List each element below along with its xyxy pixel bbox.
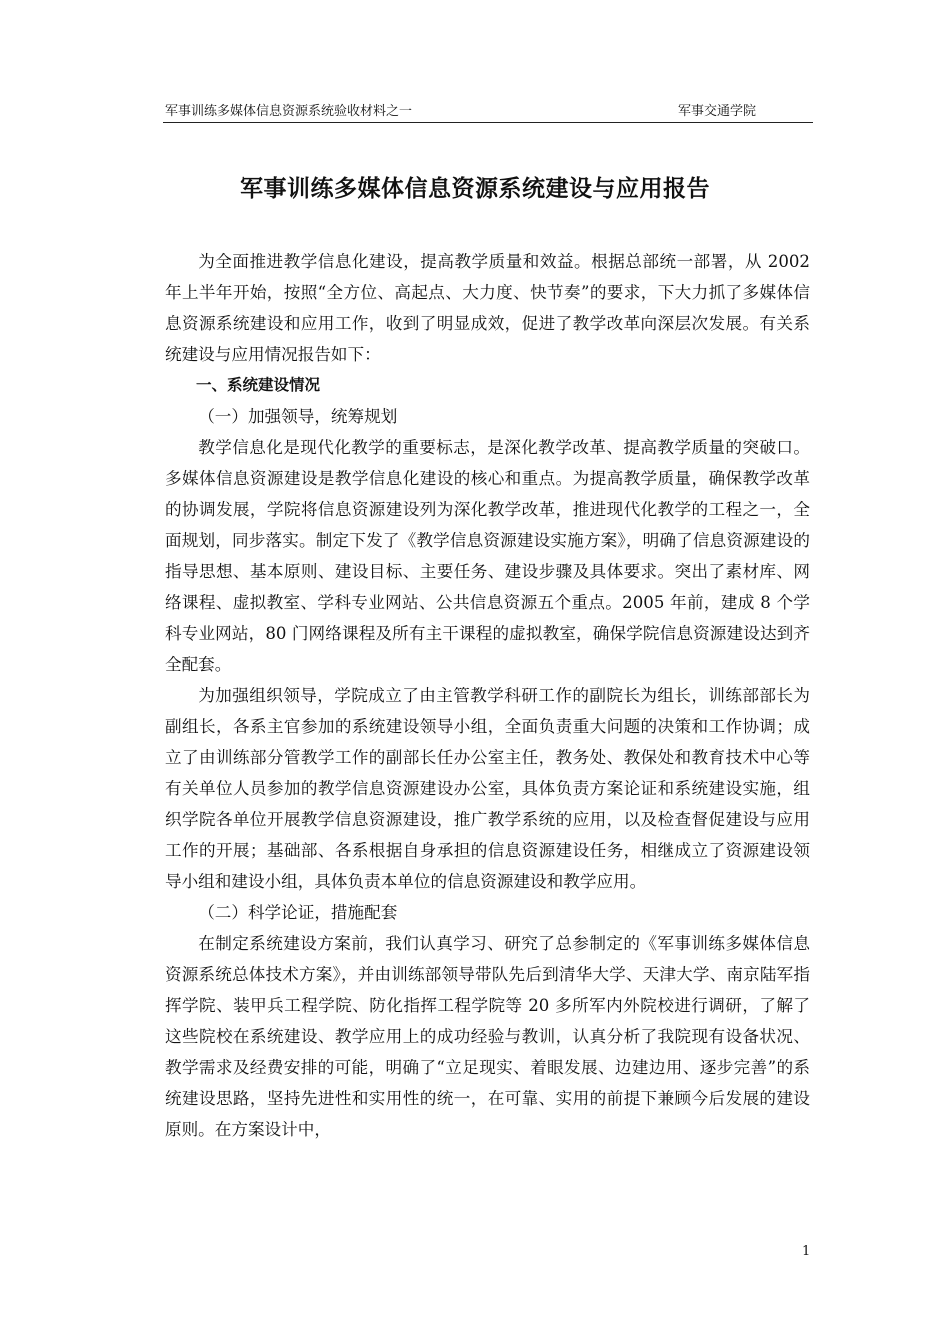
header-institution: 军事交通学院 <box>678 104 757 119</box>
document-title: 军事训练多媒体信息资源系统建设与应用报告 <box>240 176 710 202</box>
page-header <box>163 104 813 123</box>
header-document-series: 军事训练多媒体信息资源系统验收材料之一 <box>165 104 413 119</box>
subsection-heading-leadership: （一）加强领导，统筹规划 <box>198 407 398 426</box>
document-body <box>165 246 810 1145</box>
intro-paragraph: 为全面推进教学信息化建设，提高教学质量和效益。根据总部统一部署，从 2002 年上半年开始，按照“全方位、高起点、大力度、快节奏”的要求，下大力抓了多媒体信息资源系统建设和应用工作，收到了明显成效，促进了教学改革向深层次发展。有关系统建设与应用情况报告如下： <box>165 252 810 364</box>
page-number: 1 <box>802 1244 811 1259</box>
section-heading-construction: 一、系统建设情况 <box>196 376 321 394</box>
paragraph-plan-design: 在制定系统建设方案前，我们认真学习、研究了总参制定的《军事训练多媒体信息资源系统总体技术方案》，并由训练部领导带队先后到清华大学、天津大学、南京陆军指挥学院、装甲兵工程学院、防化指挥工程学院等 20 多所军内外院校进行调研，了解了这些院校在系统建设、教学应用上的成功经验与教训，认真分析了我院现有设备状况、教学需求及经费安排的可能，明确了“立足现实、着眼发展、边建边用、逐步完善”的系统建设思路，坚持先进性和实用性的统一，在可靠、实用的前提下兼顾今后发展的建设原则。在方案设计中， <box>165 934 810 1139</box>
subsection-heading-demonstration: （二）科学论证，措施配套 <box>198 903 398 922</box>
paragraph-organization: 为加强组织领导，学院成立了由主管教学科研工作的副院长为组长，训练部部长为副组长，各系主官参加的系统建设领导小组，全面负责重大问题的决策和工作协调；成立了由训练部分管教学工作的副部长任办公室主任，教务处、教保处和教育技术中心等有关单位人员参加的教学信息资源建设办公室，具体负责方案论证和系统建设实施，组织学院各单位开展教学信息资源建设，推广教学系统的应用，以及检查督促建设与应用工作的开展；基础部、各系根据自身承担的信息资源建设任务，相继成立了资源建设领导小组和建设小组，具体负责本单位的信息资源建设和教学应用。 <box>165 686 810 891</box>
paragraph-informatization: 教学信息化是现代化教学的重要标志，是深化教学改革、提高教学质量的突破口。多媒体信息资源建设是教学信息化建设的核心和重点。为提高教学质量，确保教学改革的协调发展，学院将信息资源建设列为深化教学改革，推进现代化教学的工程之一，全面规划，同步落实。制定下发了《教学信息资源建设实施方案》，明确了信息资源建设的指导思想、基本原则、建设目标、主要任务、建设步骤及具体要求。突出了素材库、网络课程、虚拟教室、学科专业网站、公共信息资源五个重点。2005 年前，建成 8 个学科专业网站，80 门网络课程及所有主干课程的虚拟教室，确保学院信息资源建设达到齐全配套。 <box>165 438 810 674</box>
